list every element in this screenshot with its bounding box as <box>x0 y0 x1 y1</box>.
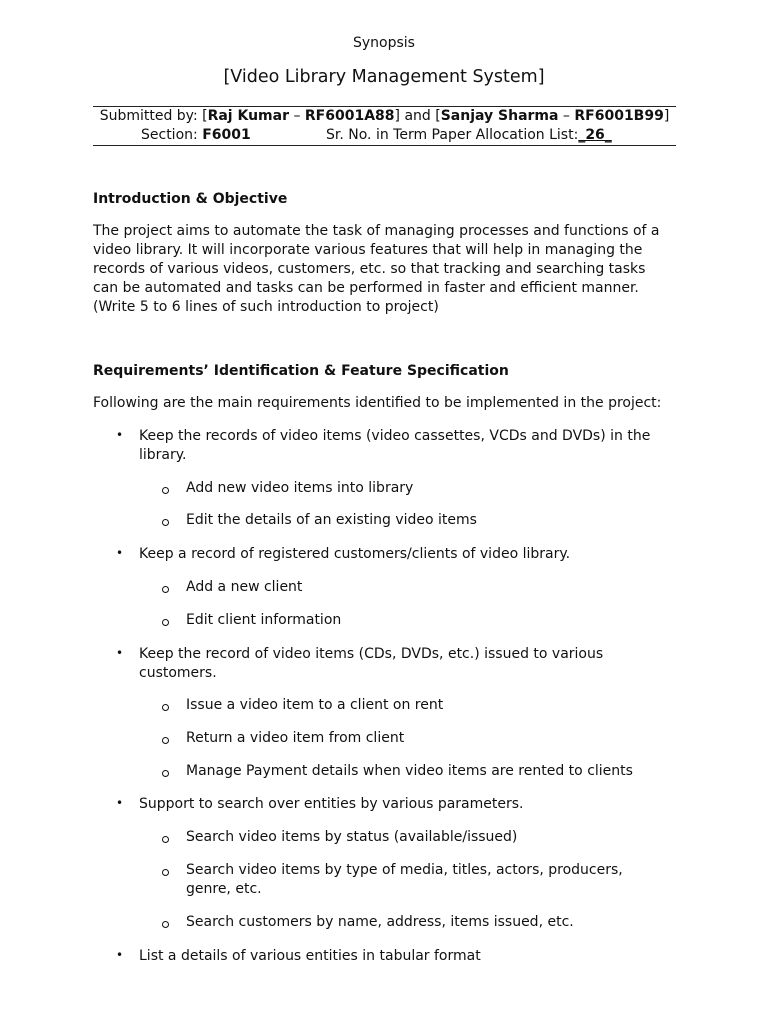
requirement-sub-item: Add a new client <box>186 579 303 595</box>
author-reg-1: RF6001A88 <box>304 108 395 124</box>
bullet-marker: • <box>116 948 124 962</box>
intro-line: The project aims to automate the task of managing processes and functions of a <box>93 223 660 239</box>
requirement-item: customers. <box>139 665 217 681</box>
synopsis-label: Synopsis <box>353 35 415 51</box>
intro-line: can be automated and tasks can be performed in faster and efficient manner. <box>93 280 639 296</box>
separator-1: – <box>289 108 305 124</box>
author-reg-2: RF6001B99 <box>574 108 664 124</box>
sub-bullet-marker <box>162 921 169 928</box>
intro-line: (Write 5 to 6 lines of such introduction to project) <box>93 299 439 315</box>
and-text: ] and [ <box>394 108 441 124</box>
sub-bullet-marker <box>162 836 169 843</box>
author-name-1: Raj Kumar <box>207 108 289 124</box>
intro-heading: Introduction & Objective <box>93 191 288 207</box>
requirement-item: Keep the records of video items (video cassettes, VCDs and DVDs) in the <box>139 428 651 444</box>
author-name-2: Sanjay Sharma <box>440 108 559 124</box>
sub-bullet-marker <box>162 704 169 711</box>
requirement-sub-item: Search video items by status (available/issued) <box>186 829 518 845</box>
requirement-item: List a details of various entities in tabular format <box>139 948 481 964</box>
requirement-sub-item: genre, etc. <box>186 881 262 897</box>
sub-bullet-marker <box>162 869 169 876</box>
section-info <box>141 126 251 144</box>
requirement-sub-item: Issue a video item to a client on rent <box>186 697 444 713</box>
requirement-sub-item: Edit client information <box>186 612 342 628</box>
srno-info <box>326 126 612 144</box>
sub-bullet-marker <box>162 487 169 494</box>
requirement-item: Support to search over entities by various parameters. <box>139 796 524 812</box>
requirements-lead: Following are the main requirements identified to be implemented in the project: <box>93 395 662 411</box>
requirement-sub-item: Return a video item from client <box>186 730 405 746</box>
section-label: Section: <box>141 127 203 143</box>
requirement-sub-item: Search customers by name, address, items issued, etc. <box>186 914 574 930</box>
requirement-sub-item: Edit the details of an existing video items <box>186 512 477 528</box>
requirement-item: Keep a record of registered customers/clients of video library. <box>139 546 571 562</box>
bullet-marker: • <box>116 646 124 660</box>
close-bracket: ] <box>663 108 670 124</box>
sub-bullet-marker <box>162 519 169 526</box>
requirement-sub-item: Search video items by type of media, titles, actors, producers, <box>186 862 623 878</box>
sub-bullet-marker <box>162 586 169 593</box>
section-value: F6001 <box>202 127 251 143</box>
srno-value: _26_ <box>578 127 612 143</box>
submission-block <box>93 106 676 146</box>
requirements-heading: Requirements’ Identification & Feature Specification <box>93 363 509 379</box>
document-title: [Video Library Management System] <box>223 67 545 87</box>
sub-bullet-marker <box>162 737 169 744</box>
bullet-marker: • <box>116 546 124 560</box>
sub-bullet-marker <box>162 770 169 777</box>
intro-line: video library. It will incorporate various features that will help in managing the <box>93 242 643 258</box>
sub-bullet-marker <box>162 619 169 626</box>
requirement-sub-item: Add new video items into library <box>186 480 414 496</box>
requirement-item: library. <box>139 447 187 463</box>
srno-label: Sr. No. in Term Paper Allocation List: <box>326 127 579 143</box>
submitted-by-label: Submitted by: [ <box>99 108 208 124</box>
separator-2: – <box>558 108 575 124</box>
requirement-sub-item: Manage Payment details when video items are rented to clients <box>186 763 633 779</box>
bullet-marker: • <box>116 428 124 442</box>
submitted-by-line <box>93 107 676 125</box>
requirement-item: Keep the record of video items (CDs, DVDs, etc.) issued to various <box>139 646 604 662</box>
bullet-marker: • <box>116 796 124 810</box>
intro-line: records of various videos, customers, etc. so that tracking and searching tasks <box>93 261 646 277</box>
